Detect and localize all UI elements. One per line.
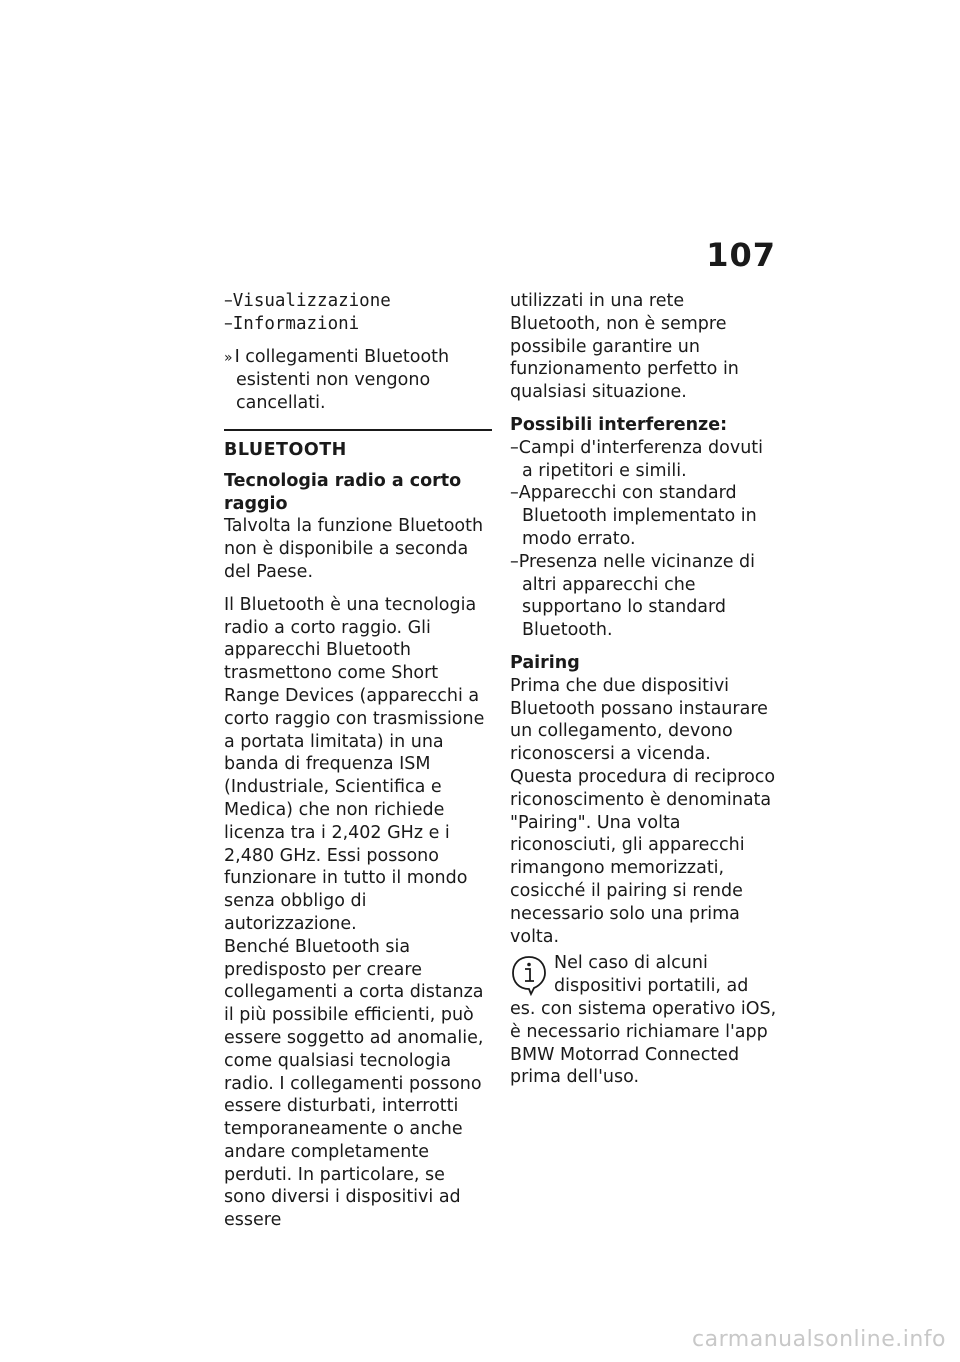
- page-number: 107: [706, 236, 776, 274]
- section-divider: [224, 429, 492, 431]
- subsection-title: Tecnologia radio a corto raggio: [224, 470, 462, 514]
- list-item: –Apparecchi con standard Bluetooth implementato in modo errato.: [510, 483, 757, 549]
- list-item: –Campi d'interferenza dovuti a ripetitori e simili.: [510, 437, 764, 481]
- menu-item-visualizzazione: –Visualizzazione: [224, 291, 391, 311]
- watermark: carmanualsonline.info: [692, 1327, 946, 1352]
- result-arrow-icon: »: [224, 349, 233, 366]
- info-icon: [510, 954, 548, 996]
- info-note-text: Nel caso di alcuni dispositivi portatili, ad es. con sistema operativo iOS, è necessario richiamare l'app BMW Motorrad Connected prima dell'uso.: [510, 953, 777, 1088]
- section-title: BLUETOOTH: [224, 439, 347, 460]
- list-item: –Presenza nelle vicinanze di altri apparecchi che supportano lo standard Bluetooth.: [510, 551, 756, 641]
- interference-title: Possibili interferenze:: [510, 414, 728, 435]
- left-column: [224, 290, 492, 1232]
- right-column: [510, 290, 778, 1089]
- paragraph-continuation: utilizzati in una rete Bluetooth, non è sempre possibile garantire un funzionamento perfetto in qualsiasi situazione.: [510, 291, 739, 403]
- pairing-title: Pairing: [510, 652, 580, 673]
- menu-item-informazioni: –Informazioni: [224, 313, 360, 334]
- paragraph-availability: Talvolta la funzione Bluetooth non è disponibile a seconda del Paese.: [224, 516, 484, 582]
- pairing-text: Prima che due dispositivi Bluetooth possano instaurare un collegamento, devono riconoscersi a vicenda. Questa procedura di reciproco riconoscimento è denominata "Pairing". Una volta riconosciuti, gli apparecchi rimangono memorizzati, cosicché il pairing si rende necessario solo una prima volta.: [510, 675, 776, 947]
- paragraph-technology: Il Bluetooth è una tecnologia radio a corto raggio. Gli apparecchi Bluetooth trasmettono come Short Range Devices (apparecchi a corto raggio con trasmissione a portata limitata) in una banda di frequenza ISM (Industriale, Scientifica e Medica) che non richiede licenza tra i 2,402 GHz e i 2,480 GHz. Essi possono funzionare in tutto il mondo senza obbligo di autorizzazione.: [224, 594, 485, 934]
- result-note: » I collegamenti Bluetooth esistenti non vengono cancellati.: [224, 346, 450, 414]
- paragraph-interference: Benché Bluetooth sia predisposto per creare collegamenti a corta distanza il più possibile efficienti, può essere soggetto ad anomalie, come qualsiasi tecnologia radio. I collegamenti possono essere disturbati, interrotti temporaneamente o anche andare completamente perduti. In particolare, se sono diversi i dispositivi ad essere: [224, 936, 484, 1231]
- interference-list: [510, 437, 778, 642]
- info-note: [510, 952, 778, 1089]
